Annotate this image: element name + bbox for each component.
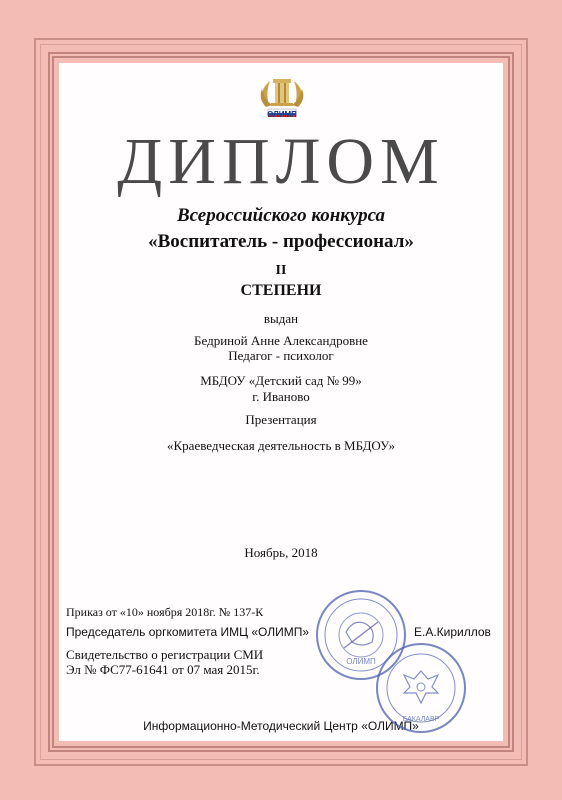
- contest-line-2: «Воспитатель - профессионал»: [148, 231, 414, 252]
- round-stamp-bakalavr: [374, 641, 468, 735]
- svg-text:ОЛИМП: ОЛИМП: [346, 657, 376, 666]
- olymp-logo: [254, 73, 310, 125]
- organization: МБДОУ «Детский сад № 99»: [200, 373, 362, 388]
- degree-number: II: [275, 263, 287, 278]
- eagle-stamp-icon: [374, 641, 468, 735]
- issue-date: Ноябрь, 2018: [244, 545, 318, 560]
- recipient-position: Педагог - психолог: [228, 348, 334, 363]
- issued-label: выдан: [263, 311, 299, 326]
- smi-certificate-line-2: Эл № ФС77-61641 от 07 мая 2015г.: [66, 662, 260, 677]
- signature-name: Е.А.Кириллов: [414, 625, 491, 639]
- chairman-title: Председатель оргкомитета ИМЦ «ОЛИМП»: [66, 625, 309, 639]
- diploma-title: ДИПЛОМ: [117, 125, 445, 198]
- svg-text:БАКАЛАВР: БАКАЛАВР: [402, 716, 440, 723]
- nomination: Презентация: [245, 412, 317, 427]
- recipient-name: Бедриной Анне Александровне: [194, 333, 368, 348]
- footer-organization: Информационно-Методический Центр «ОЛИМП»: [143, 719, 419, 733]
- work-title: «Краеведческая деятельность в МБДОУ»: [167, 438, 395, 453]
- order-number: Приказ от «10» ноября 2018г. № 137-К: [66, 605, 264, 619]
- degree-label: СТЕПЕНИ: [240, 282, 322, 299]
- city: г. Иваново: [252, 389, 310, 404]
- contest-line-1: Всероссийского конкурса: [176, 205, 386, 226]
- smi-certificate-line-1: Свидетельство о регистрации СМИ: [66, 647, 264, 662]
- logo-text: ОЛИМП: [267, 110, 297, 119]
